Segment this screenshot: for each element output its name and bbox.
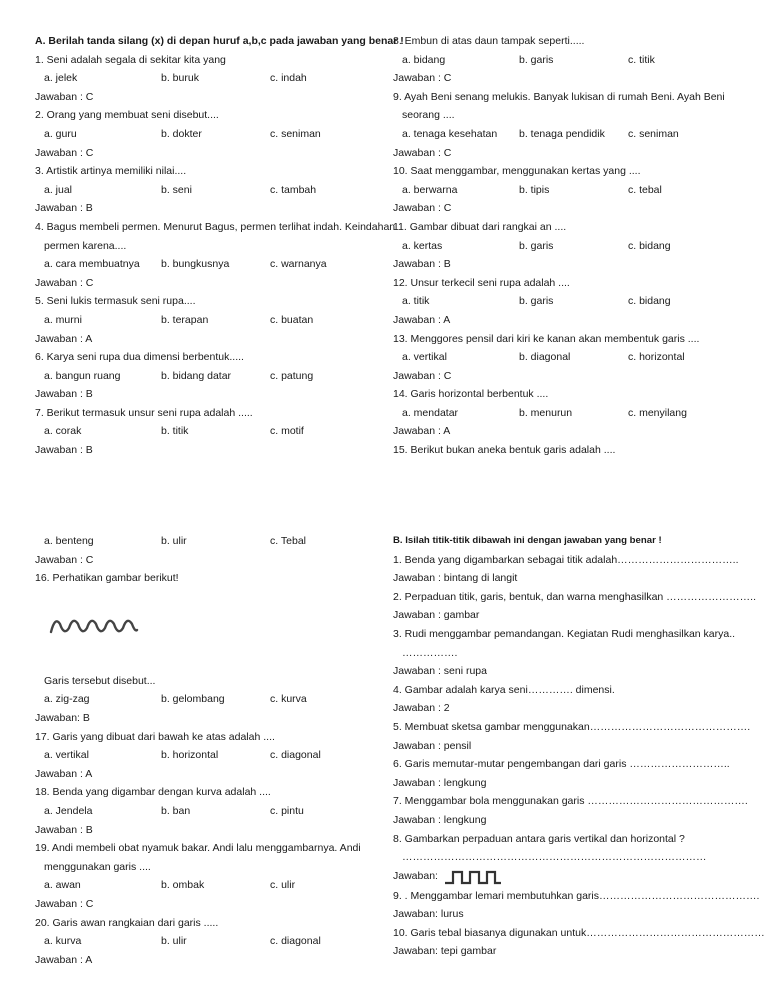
option-b: b. gelombang [161,693,225,706]
fill-question-9: 9. . Menggambar lemari membutuhkan garis………………………………………. [393,889,760,902]
option-b: b. buruk [161,72,199,85]
question-9-cont: seorang .... [402,109,455,122]
option-a: a. tenaga kesehatan [402,127,498,140]
option-b: b. tenaga pendidik [519,127,605,140]
fill-question-1: 1. Benda yang digambarkan sebagai titik adalah…………………………….. [393,553,739,566]
option-a: a. vertikal [44,749,89,762]
answer-6: Jawaban : B [35,388,93,401]
fill-answer-4: Jawaban : 2 [393,702,450,715]
options-15 [35,532,380,551]
fill-answer-9: Jawaban: lurus [393,908,464,921]
answer-16: Jawaban: B [35,711,90,724]
question-3: 3. Artistik artinya memiliki nilai.... [35,165,187,178]
option-c: c. pintu [270,804,304,817]
answer-5: Jawaban : A [35,332,93,345]
options-1 [35,69,380,88]
option-a: a. zig-zag [44,693,90,706]
question-19-cont: menggunakan garis .... [44,860,151,873]
options-12 [393,292,738,311]
question-11: 11. Gambar dibuat dari rangkai an .... [393,220,567,233]
option-b: b. garis [519,295,554,308]
fill-question-4: 4. Gambar adalah karya seni…………. dimensi. [393,683,615,696]
option-c: c. motif [270,425,304,438]
options-2 [35,125,380,144]
option-b: b. tipis [519,183,550,196]
option-a: a. corak [44,425,82,438]
section-b-title: B. Isilah titik-titik dibawah ini dengan jawaban yang benar ! [393,535,662,546]
options-5 [35,311,380,330]
option-b: b. garis [519,239,554,252]
option-b: b. ban [161,804,191,817]
option-a: a. benteng [44,535,94,547]
option-c: c. diagonal [270,935,321,948]
option-c: c. warnanya [270,258,327,271]
question-7: 7. Berikut termasuk unsur seni rupa adalah ..... [35,406,253,419]
question-6: 6. Karya seni rupa dua dimensi berbentuk..... [35,351,244,364]
option-c: c. bidang [628,239,671,252]
question-9: 9. Ayah Beni senang melukis. Banyak lukisan di rumah Beni. Ayah Beni [393,90,725,103]
option-c: c. diagonal [270,749,321,762]
fill-answer-8-row [393,867,743,887]
question-4-cont: permen karena.... [44,239,127,252]
options-11 [393,237,738,256]
options-9 [393,125,738,144]
options-20 [35,932,380,951]
option-a: a. Jendela [44,804,93,817]
option-c: c. tebal [628,183,662,196]
section-a-title: A. Berilah tanda silang (x) di depan huruf a,b,c pada jawaban yang benar ! [35,35,404,47]
options-10 [393,181,738,200]
fill-answer-2: Jawaban : gambar [393,609,480,622]
option-c: c. kurva [270,693,307,706]
fill-answer-10: Jawaban: tepi gambar [393,945,497,958]
section-a-part1 [35,32,404,460]
options-8 [393,51,738,70]
option-b: b. ulir [161,535,187,547]
option-c: c. seniman [628,127,679,140]
answer-7: Jawaban : B [35,444,93,457]
option-a: a. jelek [44,72,78,85]
question-2: 2. Orang yang membuat seni disebut.... [35,109,219,122]
question-4: 4. Bagus membeli permen. Menurut Bagus, permen terlihat indah. Keindahan [35,220,396,233]
answer-9: Jawaban : C [393,146,452,159]
answer-1: Jawaban : C [35,90,94,103]
answer-13: Jawaban : C [393,369,452,382]
section-a-part3 [35,532,380,969]
option-b: b. bidang datar [161,369,232,382]
wave-figure [35,588,380,672]
question-1: 1. Seni adalah segala di sekitar kita yang [35,53,226,66]
fill-question-8: 8. Gambarkan perpaduan antara garis vertikal dan horizontal ? [393,832,685,845]
option-b: b. menurun [519,406,573,419]
fill-answer-1: Jawaban : bintang di langit [393,572,518,585]
options-18 [35,802,380,821]
fill-answer-7: Jawaban : lengkung [393,813,487,826]
option-a: a. murni [44,313,82,326]
fill-answer-8: Jawaban: [393,869,438,882]
answer-17: Jawaban : A [35,767,93,780]
option-b: b. horizontal [161,749,219,762]
option-c: c. menyilang [628,406,687,419]
answer-18: Jawaban : B [35,823,93,836]
options-13 [393,348,738,367]
option-c: c. tambah [270,183,317,196]
options-6 [35,367,380,386]
options-19 [35,876,380,895]
answer-12: Jawaban : A [393,313,451,326]
section-a-part2 [393,32,738,460]
answer-15: Jawaban : C [35,553,94,566]
fill-question-10: 10. Garis tebal biasanya digunakan untuk…………………………………………… [393,926,765,939]
answer-3: Jawaban : B [35,202,93,215]
option-b: b. titik [161,425,189,438]
question-19: 19. Andi membeli obat nyamuk bakar. Andi lalu menggambarnya. Andi [35,842,361,855]
option-c: c. ulir [270,879,296,892]
question-8: 8. Embun di atas daun tampak seperti..... [393,35,585,47]
fill-question-8-cont: …………………………………………………………………………… [402,851,707,864]
option-a: a. jual [44,183,73,196]
fill-question-2: 2. Perpaduan titik, garis, bentuk, dan warna menghasilkan …………………….. [393,590,756,603]
question-13: 13. Menggores pensil dari kiri ke kanan akan membentuk garis .... [393,332,700,345]
options-16 [35,690,380,709]
options-7 [35,422,380,441]
question-20: 20. Garis awan rangkaian dari garis ..... [35,916,219,929]
option-b: b. seni [161,183,192,196]
option-a: a. guru [44,127,77,140]
question-16: 16. Perhatikan gambar berikut! [35,572,179,585]
option-c: c. titik [628,53,655,66]
answer-8: Jawaban : C [393,72,452,85]
question-16-cont: Garis tersebut disebut... [44,674,156,687]
option-a: a. berwarna [402,183,458,196]
option-c: c. seniman [270,127,321,140]
option-b: b. ombak [161,879,205,892]
fill-question-5: 5. Membuat sketsa gambar menggunakan………………………………………. [393,720,751,733]
option-a: a. bangun ruang [44,369,121,382]
fill-question-6: 6. Garis memutar-mutar pengembangan dari garis ……………………….. [393,758,730,771]
fill-question-3-cont: ……………. [402,646,458,659]
option-a: a. bidang [402,53,446,66]
option-a: a. titik [402,295,430,308]
question-17: 17. Garis yang dibuat dari bawah ke atas adalah .... [35,730,275,743]
option-a: a. mendatar [402,406,459,419]
answer-20: Jawaban : A [35,953,93,966]
answer-2: Jawaban : C [35,146,94,159]
options-14 [393,404,738,423]
option-b: b. diagonal [519,351,571,364]
fill-answer-6: Jawaban : lengkung [393,776,487,789]
option-c: c. Tebal [270,535,306,547]
fill-question-7: 7. Menggambar bola menggunakan garis ………………………………………. [393,795,748,808]
question-12: 12. Unsur terkecil seni rupa adalah .... [393,276,570,289]
section-b [393,532,765,961]
option-a: a. cara membuatnya [44,258,140,271]
answer-19: Jawaban : C [35,897,94,910]
answer-4: Jawaban : C [35,276,94,289]
options-4 [35,255,380,274]
option-a: a. kertas [402,239,443,252]
question-14: 14. Garis horizontal berbentuk .... [393,388,549,401]
fill-answer-3: Jawaban : seni rupa [393,665,487,678]
fill-question-3: 3. Rudi menggambar pemandangan. Kegiatan Rudi menghasilkan karya.. [393,627,736,640]
option-b: b. dokter [161,127,202,140]
option-a: a. kurva [44,935,82,948]
option-b: b. garis [519,53,554,66]
options-3 [35,181,380,200]
question-18: 18. Benda yang digambar dengan kurva adalah .... [35,786,271,799]
option-b: b. ulir [161,935,187,948]
option-c: c. bidang [628,295,671,308]
option-c: c. buatan [270,313,314,326]
option-c: c. patung [270,369,314,382]
option-b: b. bungkusnya [161,258,230,271]
option-a: a. vertikal [402,351,447,364]
answer-10: Jawaban : C [393,202,452,215]
fill-answer-5: Jawaban : pensil [393,739,472,752]
square-wave-icon [443,868,503,886]
options-17 [35,746,380,765]
option-a: a. awan [44,879,81,892]
question-10: 10. Saat menggambar, menggunakan kertas yang .... [393,165,641,178]
answer-11: Jawaban : B [393,258,451,271]
wavy-line-icon [35,588,155,672]
option-c: c. horizontal [628,351,685,364]
answer-14: Jawaban : A [393,425,451,438]
option-c: c. indah [270,72,307,85]
question-15: 15. Berikut bukan aneka bentuk garis adalah .... [393,444,616,457]
question-5: 5. Seni lukis termasuk seni rupa.... [35,295,196,308]
option-b: b. terapan [161,313,209,326]
